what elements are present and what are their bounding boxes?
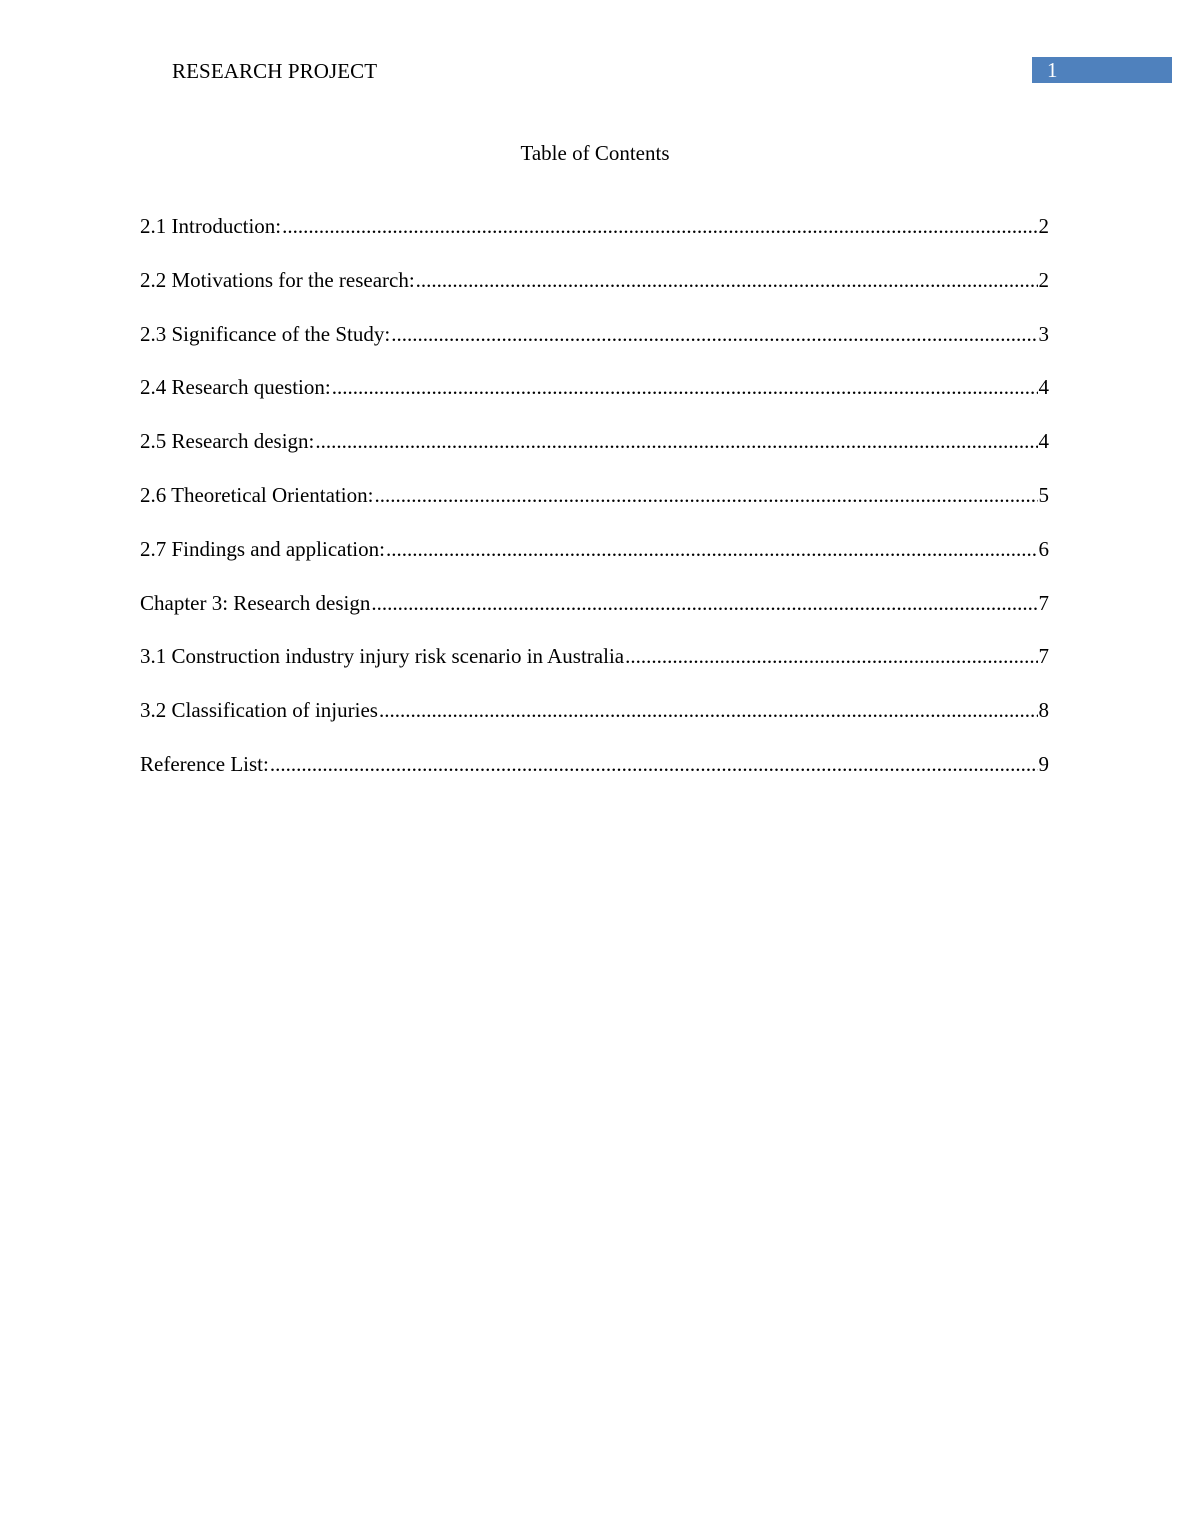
toc-entry-page: 2 [1038, 214, 1049, 238]
toc-entry-label: 2.3 Significance of the Study: [140, 321, 391, 346]
toc-entry-page: 4 [1038, 429, 1049, 454]
page-number-badge [1032, 57, 1172, 83]
toc-entry-page: 8 [1038, 698, 1049, 723]
toc-entry-page: 3 [1038, 321, 1049, 346]
toc-entry-page: 7 [1038, 590, 1049, 615]
dot-leader [391, 320, 1037, 348]
toc-entry-significance[interactable] [140, 320, 1049, 374]
toc-heading: Table of Contents [520, 141, 670, 165]
toc-list [140, 212, 1049, 804]
toc-entry-page: 2 [1038, 267, 1049, 292]
toc-entry-label: 2.1 Introduction: [140, 214, 282, 238]
toc-entry-label: Chapter 3: Research design [140, 590, 371, 615]
dot-leader [332, 373, 1038, 401]
page-number: 1 [1047, 58, 1058, 82]
toc-entry-label: Reference List: [140, 751, 269, 776]
dot-leader [371, 589, 1037, 617]
dot-leader [270, 750, 1038, 778]
dot-leader [315, 427, 1037, 455]
toc-entry-label: 2.4 Research question: [140, 375, 331, 400]
dot-leader [386, 535, 1038, 563]
toc-entry-reference-list[interactable] [140, 750, 1049, 804]
toc-entry-chapter-3[interactable] [140, 589, 1049, 643]
toc-entry-page: 5 [1038, 482, 1049, 507]
toc-entry-theoretical-orientation[interactable] [140, 481, 1049, 535]
toc-entry-page: 7 [1038, 644, 1049, 669]
toc-entry-label: 2.7 Findings and application: [140, 536, 385, 561]
toc-entry-research-question[interactable] [140, 373, 1049, 427]
toc-entry-construction-risk[interactable] [140, 642, 1049, 696]
toc-entry-label: 2.2 Motivations for the research: [140, 267, 415, 292]
toc-entry-label: 3.1 Construction industry injury risk scenario in Australia [140, 644, 625, 669]
toc-entry-introduction[interactable] [140, 212, 1049, 266]
dot-leader [379, 696, 1038, 724]
dot-leader [416, 266, 1038, 294]
toc-entry-label: 2.5 Research design: [140, 429, 315, 454]
toc-entry-label: 3.2 Classification of injuries [140, 698, 378, 723]
toc-entry-motivations[interactable] [140, 266, 1049, 320]
toc-entry-classification[interactable] [140, 696, 1049, 750]
toc-entry-page: 4 [1038, 375, 1049, 400]
toc-entry-findings[interactable] [140, 535, 1049, 589]
dot-leader [374, 481, 1037, 509]
toc-entry-research-design[interactable] [140, 427, 1049, 481]
toc-entry-label: 2.6 Theoretical Orientation: [140, 482, 374, 507]
dot-leader [282, 212, 1037, 240]
dot-leader [625, 642, 1037, 670]
running-header-title: RESEARCH PROJECT [172, 59, 378, 83]
toc-entry-page: 6 [1038, 536, 1049, 561]
toc-entry-page: 9 [1038, 751, 1049, 776]
